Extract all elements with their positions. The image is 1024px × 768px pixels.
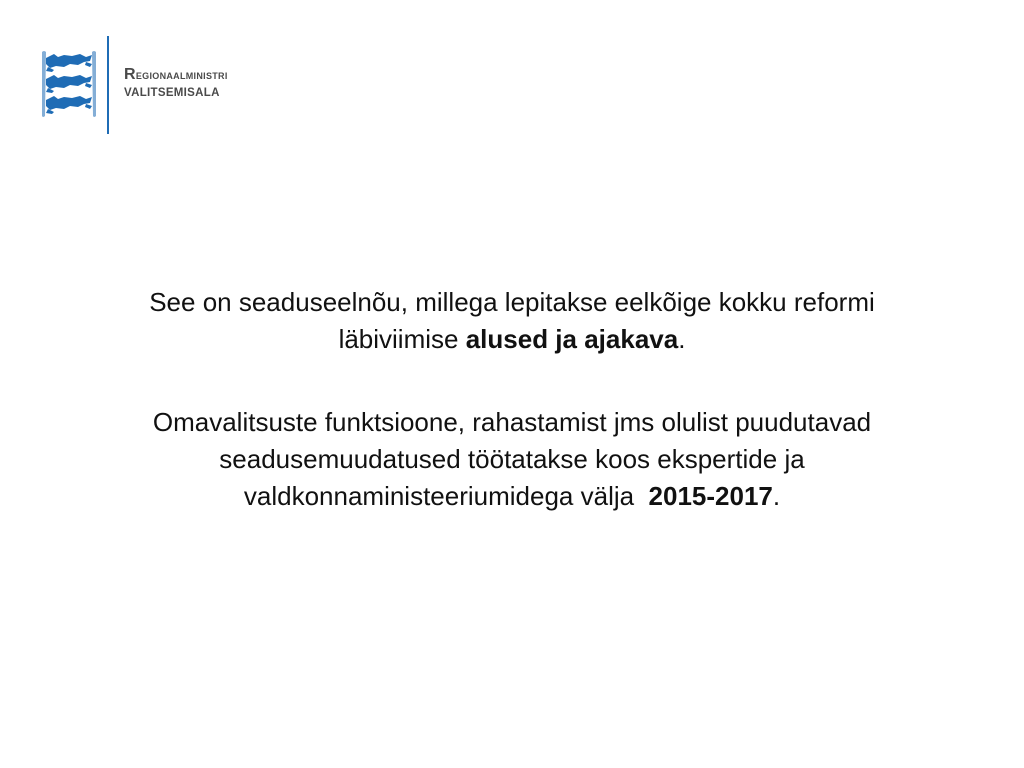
ministry-name [124, 65, 228, 103]
ministry-name-line1: Regionaalministri [124, 66, 228, 83]
coat-of-arms-three-lions-icon [42, 50, 96, 120]
slide-body [100, 284, 924, 515]
paragraph-law-amendments: Omavalitsuste funktsioone, rahastamist jms olulist puudutavad seadusemuudatused töötatakse koos ekspertide ja valdkonnaministeeriumidega välja 2015-2017. [152, 407, 872, 511]
paragraph-reform-basis: See on seaduseelnõu, millega lepitakse eelkõige kokku reformi läbiviimise alused ja ajakava. [149, 287, 875, 354]
emphasis-basis-schedule: alused ja ajakava [465, 324, 679, 354]
emphasis-years: 2015-2017 [648, 481, 773, 511]
ministry-logo [40, 36, 300, 136]
logo-divider [107, 36, 109, 134]
ministry-name-line2: VALITSEMISALA [124, 87, 220, 99]
